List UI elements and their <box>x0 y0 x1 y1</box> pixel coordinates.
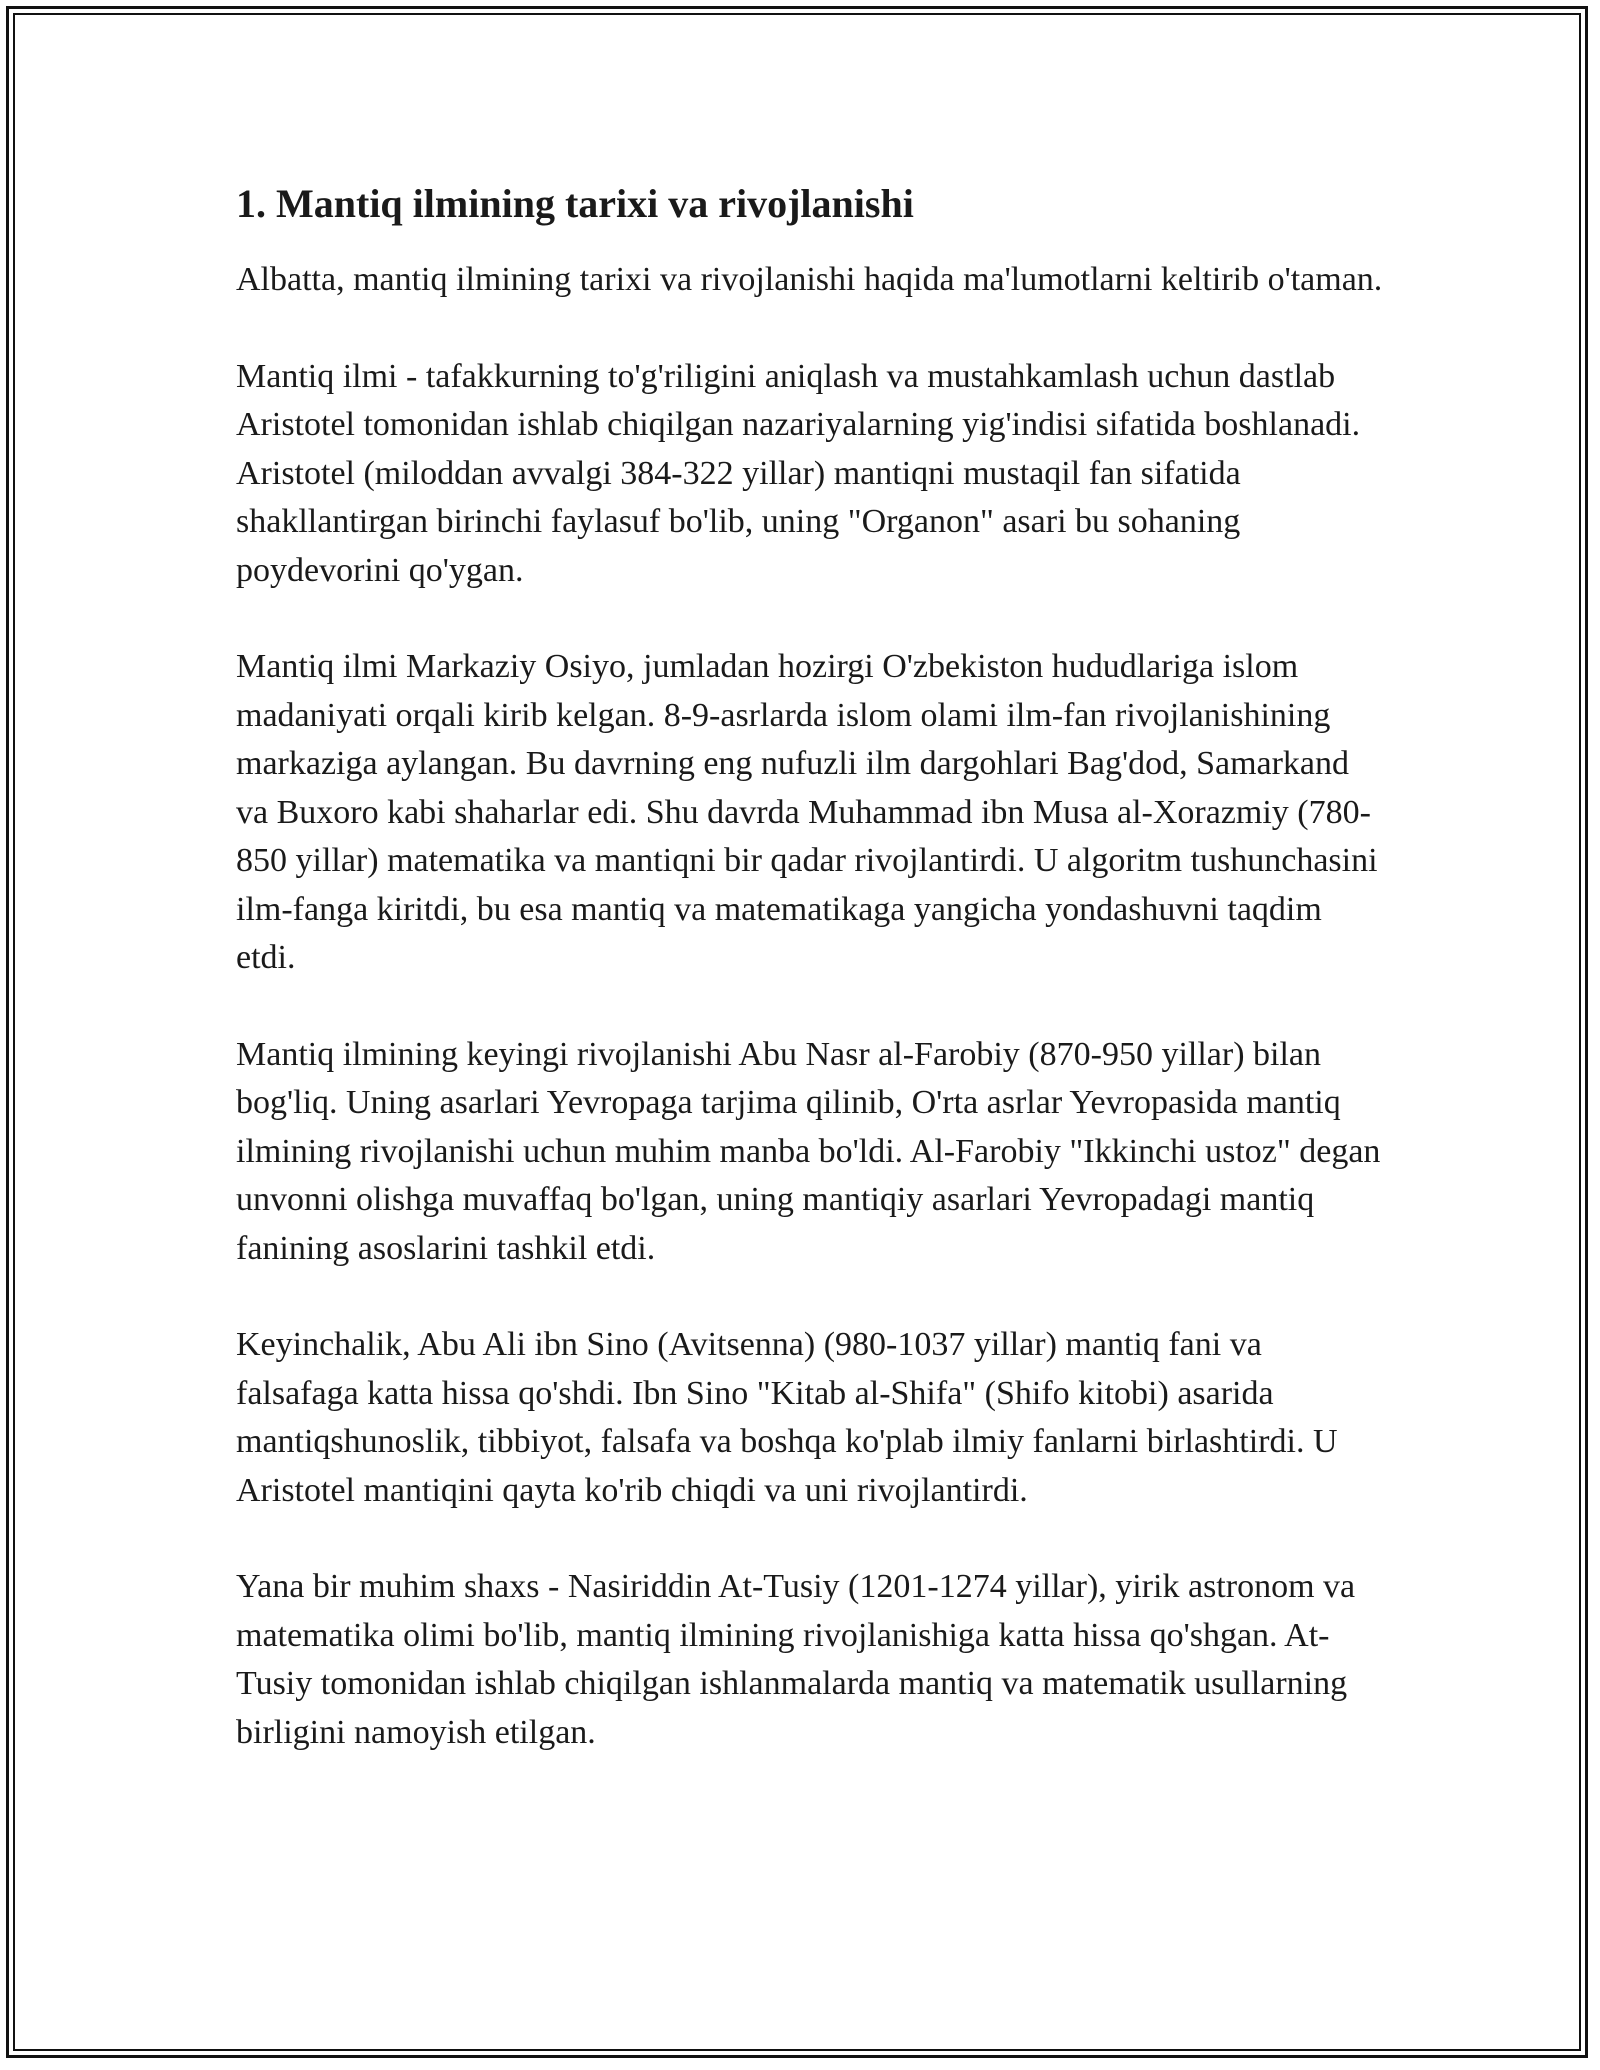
paragraph-farobiy: Mantiq ilmining keyingi rivojlanishi Abu Nasr al-Farobiy (870-950 yillar) bilan bog'liq. Uning asarlari Yevropaga tarjima qilinib, O'rta asrlar Yevropasida mantiq ilmining rivojlanishi uchun muhim manba bo'ldi. Al-Farobiy "Ikkinchi ustoz" degan unvonni olishga muvaffaq bo'lgan, uning mantiqiy asarlari Yevropadagi mantiq fanining asoslarini tashkil etdi. <box>236 1035 1381 1267</box>
document-title: 1. Mantiq ilmining tarixi va rivojlanishi <box>236 181 914 226</box>
paragraph-tusiy: Yana bir muhim shaxs - Nasiriddin At-Tusiy (1201-1274 yillar), yirik astronom va matematika olimi bo'lib, mantiq ilmining rivojlanishiga katta hissa qo'shgan. At-Tusiy tomonidan ishlab chiqilgan ishlanmalarda mantiq va matematik usullarning birligini namoyish etilgan. <box>236 1568 1356 1751</box>
paragraph-aristotle: Mantiq ilmi - tafakkurning to'g'riligini aniqlash va mustahkamlash uchun dastlab Aristotel tomonidan ishlab chiqilgan nazariyalarning yig'indisi sifatida boshlanadi. Aristotel (miloddan avvalgi 384-322 yillar) mantiqni mustaqil fan sifatida shakllantirgan birinchi faylasuf bo'lib, uning "Organon" asari bu sohaning poydevorini qo'ygan. <box>236 357 1361 589</box>
paragraph-intro: Albatta, mantiq ilmining tarixi va rivojlanishi haqida ma'lumotlarni keltirib o'taman. <box>236 261 1383 298</box>
paragraph-central-asia: Mantiq ilmi Markaziy Osiyo, jumladan hozirgi O'zbekiston hududlariga islom madaniyati orqali kirib kelgan. 8-9-asrlarda islom olami ilm-fan rivojlanishining markaziga aylangan. Bu davrning eng nufuzli ilm dargohlari Bag'dod, Samarkand va Buxoro kabi shaharlar edi. Shu davrda Muhammad ibn Musa al-Xorazmiy (780-850 yillar) matematika va mantiqni bir qadar rivojlantirdi. U algoritm tushunchasini ilm-fanga kiritdi, bu esa mantiq va matematikaga yangicha yondashuvni taqdim etdi. <box>236 648 1378 976</box>
document-body <box>236 180 1386 1805</box>
paragraph-ibn-sino: Keyinchalik, Abu Ali ibn Sino (Avitsenna) (980-1037 yillar) mantiq fani va falsafaga katta hissa qo'shdi. Ibn Sino "Kitab al-Shifa" (Shifo kitobi) asarida mantiqshunoslik, tibbiyot, falsafa va boshqa ko'plab ilmiy fanlarni birlashtirdi. U Aristotel mantiqini qayta ko'rib chiqdi va uni rivojlantirdi. <box>236 1326 1338 1509</box>
